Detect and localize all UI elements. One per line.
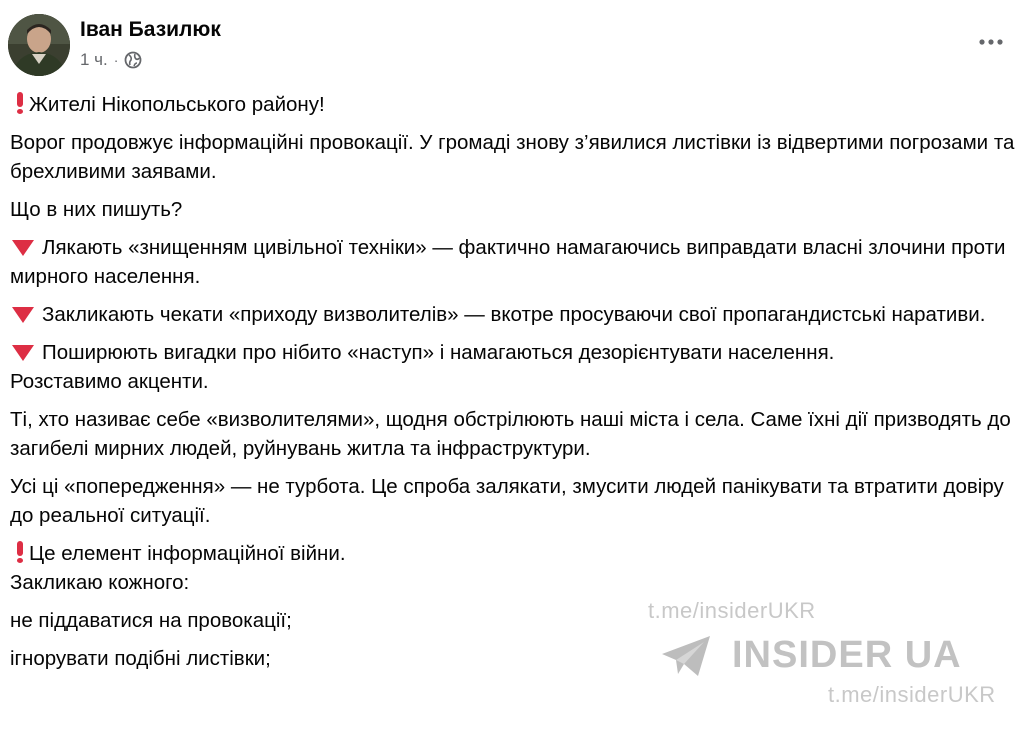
post-paragraph: Усі ці «попередження» — не турбота. Це спроба залякати, змусити людей панікувати та втратити довіру до реальної ситуації.	[10, 475, 1004, 527]
post-time[interactable]: 1 ч.	[80, 50, 108, 69]
post-text: Розставимо акценти.	[10, 370, 209, 393]
avatar-photo	[8, 14, 70, 76]
post-paragraph	[10, 539, 1015, 597]
post-text: Поширюють вигадки про нібито «наступ» і намагаються дезорієнтувати населення.	[42, 341, 835, 364]
post-paragraph	[10, 300, 1015, 329]
post-line	[10, 90, 1015, 119]
meta-separator: ·	[113, 52, 119, 68]
red-triangle-down-icon	[10, 237, 36, 257]
post-text: Жителі Нікопольського району!	[29, 93, 325, 116]
post-paragraph: Що в них пишуть?	[10, 198, 183, 221]
exclamation-emoji-icon	[16, 92, 24, 114]
post-meta	[80, 50, 142, 70]
post-text: Лякають «знищенням цивільної техніки» — фактично намагаючись виправдати власні злочини проти мирного населення.	[10, 236, 1006, 288]
avatar[interactable]	[8, 14, 70, 76]
post-paragraph: ігнорувати подібні листівки;	[10, 647, 271, 670]
post-text: Закликаю кожного:	[10, 571, 190, 594]
red-triangle-down-icon	[10, 304, 36, 324]
watermark-url-bottom: t.me/insiderUKR	[828, 682, 996, 707]
more-horizontal-icon[interactable]	[976, 32, 1006, 52]
watermark-url-top: t.me/insiderUKR	[648, 598, 816, 623]
watermark-brand: INSIDER UA	[732, 634, 962, 676]
telegram-plane-icon	[660, 634, 712, 678]
post-body	[10, 90, 1015, 682]
post-paragraph	[10, 338, 1015, 396]
post-header	[8, 10, 1016, 76]
post-paragraph: не піддаватися на провокації;	[10, 609, 292, 632]
post-text: Закликають чекати «приходу визволителів» — вкотре просуваючи свої пропагандистські наративи.	[42, 303, 986, 326]
author-name[interactable]: Іван Базилюк	[80, 18, 221, 41]
red-triangle-down-icon	[10, 342, 36, 362]
post-paragraph: Ті, хто називає себе «визволителями», щодня обстрілюють наші міста і села. Саме їхні дії призводять до загибелі мирних людей, руйнувань житла та інфраструктури.	[10, 408, 1011, 460]
insider-ua-watermark	[640, 598, 1020, 718]
post-paragraph	[10, 233, 1015, 291]
post-paragraph: Ворог продовжує інформаційні провокації. У громаді знову з’явилися листівки із відвертими погрозами та брехливими заявами.	[10, 131, 1015, 183]
post-text: Це елемент інформаційної війни.	[29, 542, 346, 565]
globe-icon[interactable]	[124, 51, 142, 69]
exclamation-emoji-icon	[16, 541, 24, 563]
